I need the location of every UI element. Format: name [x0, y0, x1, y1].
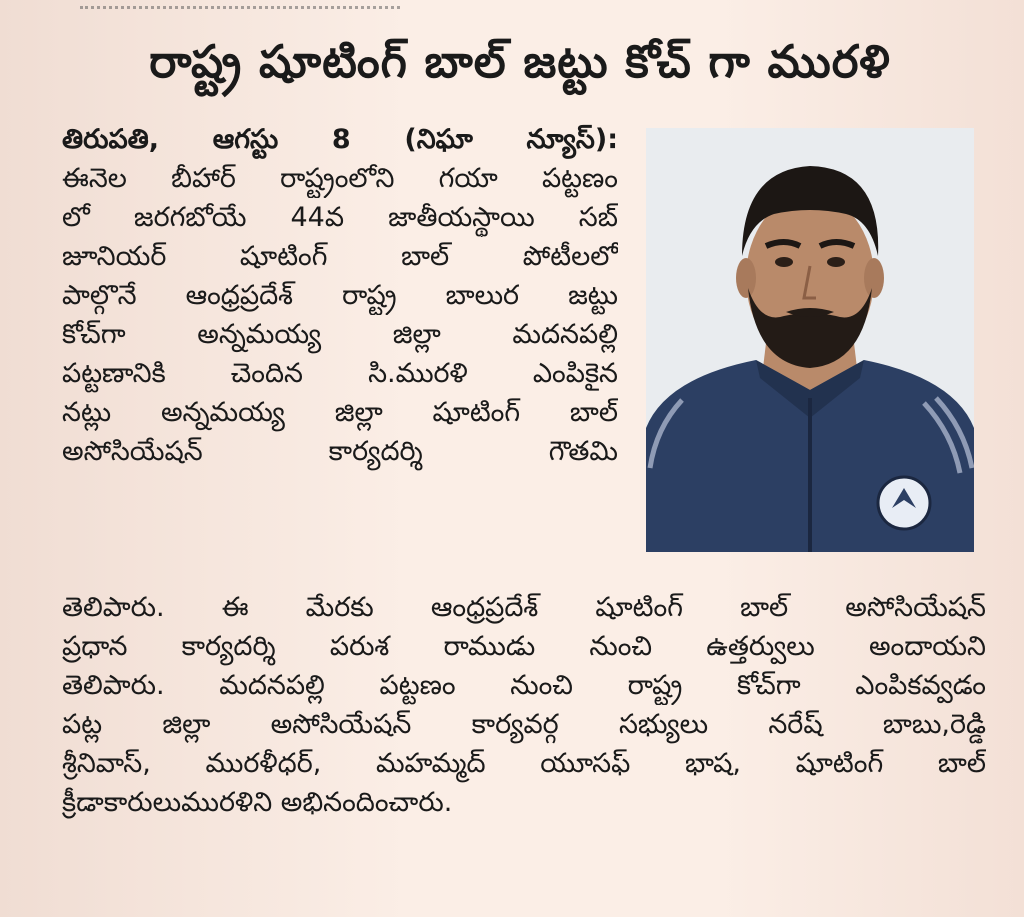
body-line: క్రీడాకారులుమురళిని అభినందించారు.	[62, 787, 453, 818]
article-column	[62, 120, 618, 471]
body-line: కోచ్‌గా అన్నమయ్య జిల్లా మదనపల్లి	[62, 319, 618, 350]
body-line: అసోసియేషన్ కార్యదర్శి గౌతమి	[62, 436, 618, 467]
article-full-width	[62, 588, 986, 822]
body-line: జూనియర్ షూటింగ్ బాల్ పోటీలలో	[62, 241, 618, 272]
body-line: తెలిపారు. ఈ మేరకు ఆంధ్రప్రదేశ్ షూటింగ్ బాల్ అసోసియేషన్	[62, 592, 986, 623]
body-line: పట్టణానికి చెందిన సి.మురళి ఎంపికైన	[62, 358, 618, 389]
body-line: నట్లు అన్నమయ్య జిల్లా షూటింగ్ బాల్	[62, 397, 618, 428]
cropped-previous-line	[80, 0, 400, 9]
body-line: తెలిపారు. మదనపల్లి పట్టణం నుంచి రాష్ట్ర కోచ్‌గా ఎంపికవ్వడం	[62, 670, 986, 701]
dateline: తిరుపతి, ఆగస్టు 8 (నిఘా న్యూస్):	[62, 124, 618, 155]
body-line: లో జరగబోయే 44వ జాతీయస్థాయి సబ్	[62, 202, 618, 233]
body-line: ఈనెల బీహార్ రాష్ట్రంలోని గయా పట్టణం	[62, 163, 618, 194]
body-line: పట్ల జిల్లా అసోసియేషన్ కార్యవర్గ సభ్యులు నరేష్ బాబు,రెడ్డి	[62, 709, 986, 740]
headline: రాష్ట్ర షూటింగ్ బాల్ జట్టు కోచ్ గా మురళి	[149, 35, 891, 88]
body-line: శ్రీనివాస్, మురళీధర్, మహమ్మద్ యూసఫ్ భాష, షూటింగ్ బాల్	[62, 748, 986, 779]
person-portrait-icon	[646, 128, 974, 552]
coach-photo	[646, 128, 974, 552]
body-line: పాల్గొనే ఆంధ్రప్రదేశ్ రాష్ట్ర బాలుర జట్టు	[62, 280, 618, 311]
body-line: ప్రధాన కార్యదర్శి పరుశ రాముడు నుంచి ఉత్తర్వులు అందాయని	[62, 631, 986, 662]
